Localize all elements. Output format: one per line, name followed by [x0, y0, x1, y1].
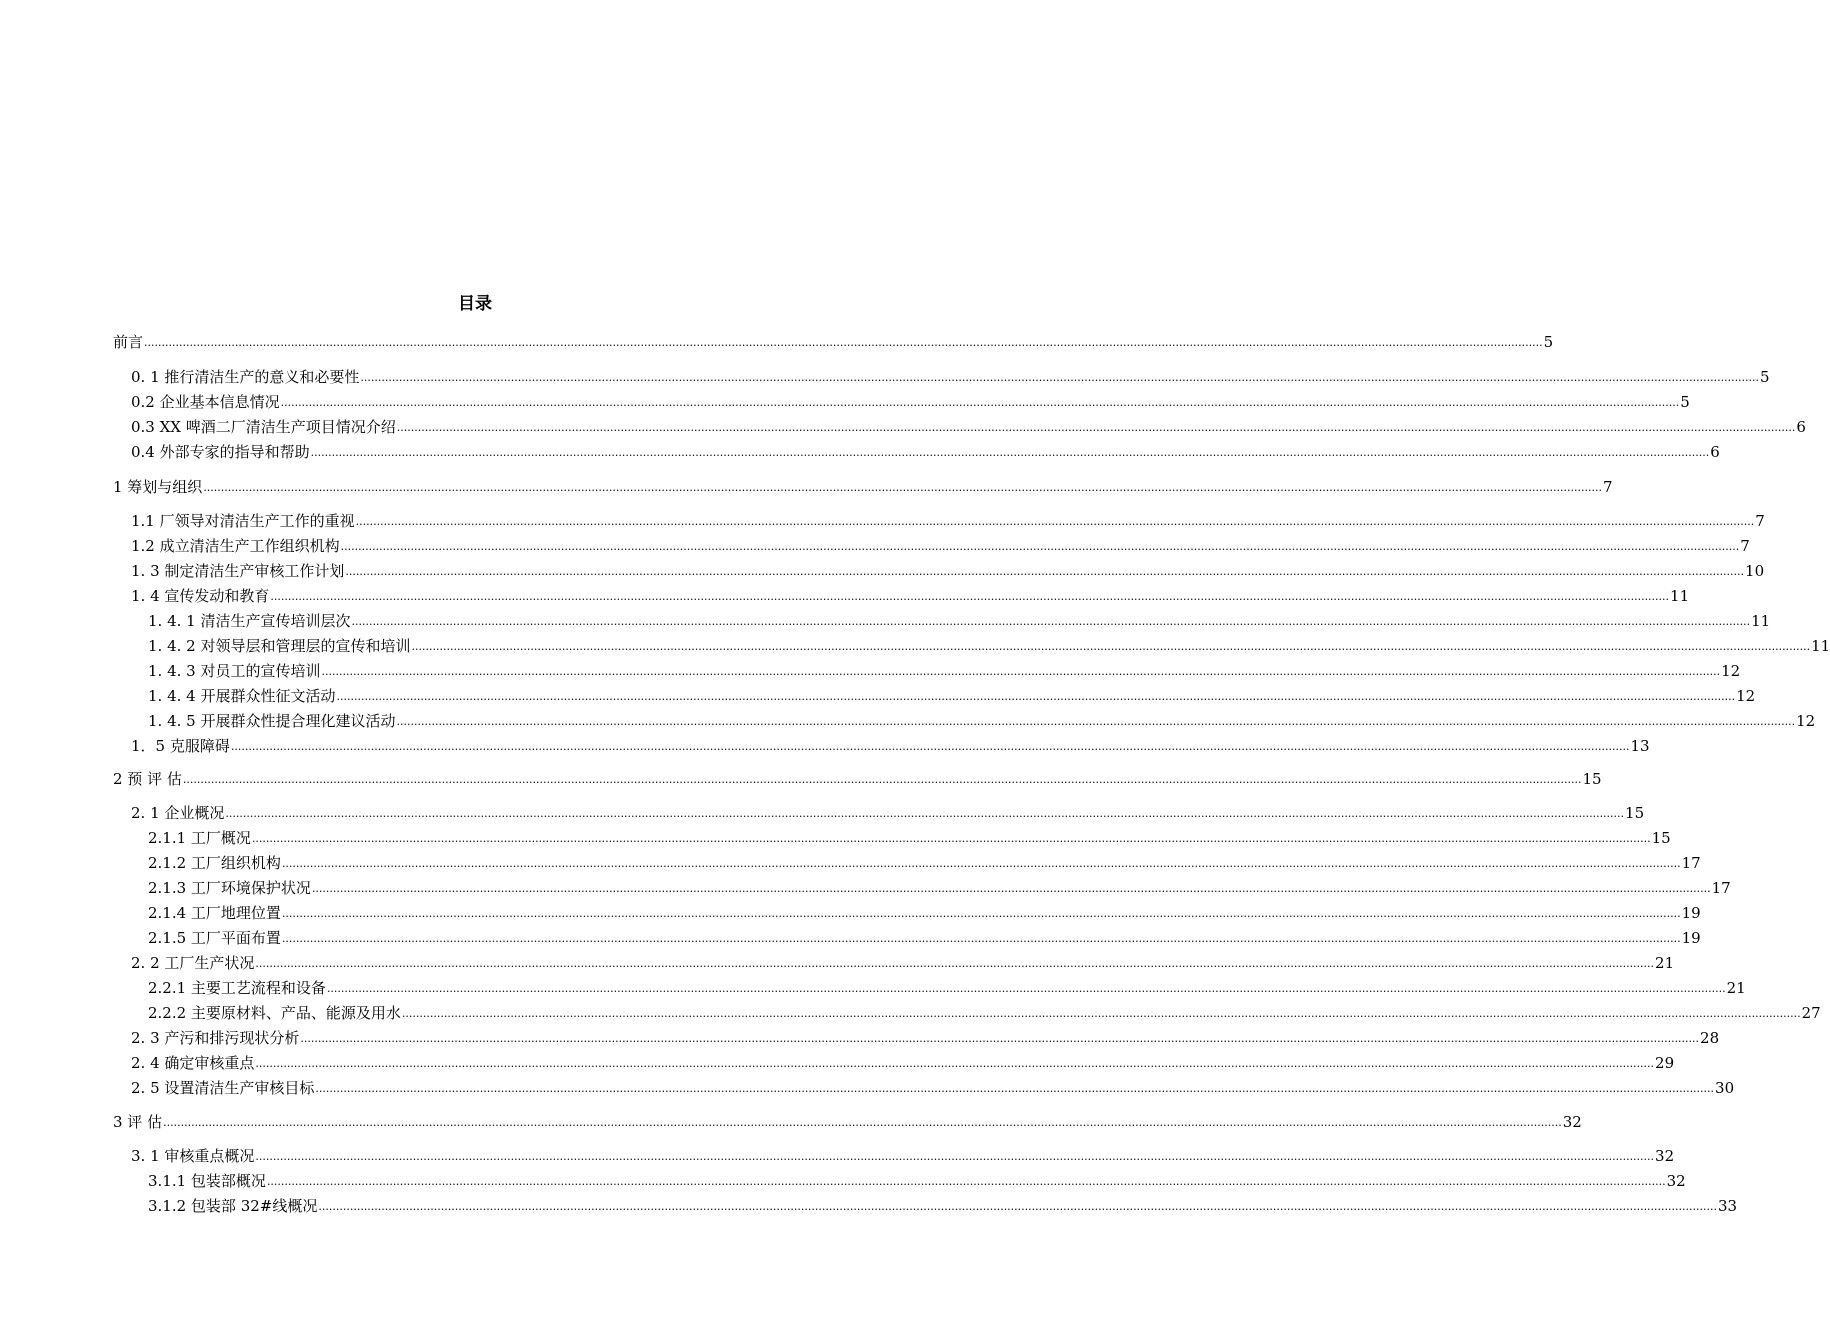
toc-entry[interactable] [148, 902, 1701, 924]
toc-entry-title: 3 评 估 [113, 1113, 163, 1131]
toc-entry-page-number: 7 [1740, 537, 1750, 555]
toc-entry-title: 1 筹划与组织 [113, 478, 203, 496]
toc-entry-title: 2.1.4 工厂地理位置 [148, 904, 281, 922]
toc-leader-dots: ................................................................................................................................................................................................................................................................................................................................................................................................................ [281, 857, 1681, 870]
toc-entry[interactable] [131, 366, 1770, 388]
toc-entry[interactable] [131, 585, 1690, 607]
toc-entry-page-number: 10 [1745, 562, 1765, 580]
toc-entry[interactable] [131, 535, 1750, 557]
toc-entry[interactable] [148, 660, 1741, 682]
toc-entry[interactable] [113, 476, 1613, 498]
toc-leader-dots: ................................................................................................................................................................................................................................................................................................................................................................................................................ [340, 540, 1740, 553]
toc-entry[interactable] [148, 1195, 1738, 1217]
toc-entry-title: 1.1 厂领导对清洁生产工作的重视 [131, 512, 355, 530]
toc-entry-page-number: 11 [1811, 637, 1830, 655]
toc-title: 目录 [458, 294, 492, 314]
toc-entry[interactable] [148, 1170, 1686, 1192]
toc-entry[interactable] [113, 1111, 1582, 1133]
toc-leader-dots: ................................................................................................................................................................................................................................................................................................................................................................................................................ [270, 590, 1670, 603]
toc-leader-dots: ................................................................................................................................................................................................................................................................................................................................................................................................................ [396, 421, 1796, 434]
toc-entry-title: 2.2.2 主要原材料、产品、能源及用水 [148, 1004, 401, 1022]
toc-entry-title: 2. 2 工厂生产状况 [131, 954, 255, 972]
toc-leader-dots: ................................................................................................................................................................................................................................................................................................................................................................................................................ [230, 740, 1630, 753]
toc-entry-page-number: 15 [1625, 804, 1645, 822]
toc-leader-dots: ................................................................................................................................................................................................................................................................................................................................................................................................................ [182, 773, 1582, 786]
toc-entry-page-number: 21 [1655, 954, 1675, 972]
toc-entry-title: 0.4 外部专家的指导和帮助 [131, 443, 310, 461]
toc-entry-page-number: 32 [1562, 1113, 1582, 1131]
toc-entry-page-number: 32 [1666, 1172, 1686, 1190]
toc-leader-dots: ................................................................................................................................................................................................................................................................................................................................................................................................................ [203, 481, 1602, 494]
toc-entry[interactable] [148, 710, 1816, 732]
toc-entry-page-number: 11 [1751, 612, 1771, 630]
toc-entry-title: 1. 4. 2 对领导层和管理层的宣传和培训 [148, 637, 411, 655]
toc-entry[interactable] [131, 391, 1690, 413]
toc-entry-page-number: 29 [1655, 1054, 1675, 1072]
toc-entry-page-number: 7 [1602, 478, 1613, 496]
toc-entry-page-number: 17 [1681, 854, 1701, 872]
toc-entry[interactable] [131, 1027, 1720, 1049]
toc-leader-dots: ................................................................................................................................................................................................................................................................................................................................................................................................................ [345, 565, 1745, 578]
toc-leader-dots: ................................................................................................................................................................................................................................................................................................................................................................................................................ [315, 1082, 1715, 1095]
toc-entry-page-number: 12 [1736, 687, 1756, 705]
toc-entry-title: 1. 4. 1 清洁生产宣传培训层次 [148, 612, 351, 630]
toc-entry[interactable] [148, 877, 1731, 899]
toc-entry[interactable] [148, 635, 1830, 657]
toc-leader-dots: ................................................................................................................................................................................................................................................................................................................................................................................................................ [281, 932, 1681, 945]
toc-leader-dots: ................................................................................................................................................................................................................................................................................................................................................................................................................ [336, 690, 1736, 703]
toc-entry-title: 1.2 成立清洁生产工作组织机构 [131, 537, 340, 555]
toc-entry-title: 3.1.2 包装部 32#线概况 [148, 1197, 318, 1215]
toc-entry[interactable] [148, 852, 1701, 874]
toc-leader-dots: ................................................................................................................................................................................................................................................................................................................................................................................................................ [255, 1150, 1655, 1163]
toc-entry-title: 0. 1 推行清洁生产的意义和必要性 [131, 368, 360, 386]
toc-entry-title: 3.1.1 包装部概况 [148, 1172, 266, 1190]
toc-entry[interactable] [148, 685, 1756, 707]
toc-entry-page-number: 12 [1796, 712, 1816, 730]
toc-entry-title: 2. 5 设置清洁生产审核目标 [131, 1079, 315, 1097]
toc-entry-title: 2. 3 产污和排污现状分析 [131, 1029, 300, 1047]
toc-entry-page-number: 19 [1681, 904, 1701, 922]
toc-entry-page-number: 15 [1582, 770, 1602, 788]
toc-leader-dots: ................................................................................................................................................................................................................................................................................................................................................................................................................ [225, 807, 1625, 820]
toc-entry-page-number: 5 [1543, 333, 1554, 351]
toc-entry-page-number: 12 [1721, 662, 1741, 680]
toc-entry[interactable] [148, 977, 1746, 999]
toc-entry[interactable] [148, 927, 1701, 949]
toc-leader-dots: ................................................................................................................................................................................................................................................................................................................................................................................................................ [255, 1057, 1655, 1070]
toc-entry-page-number: 17 [1711, 879, 1731, 897]
toc-entry[interactable] [113, 331, 1554, 353]
toc-entry-title: 0.3 XX 啤酒二厂清洁生产项目情况介绍 [131, 418, 396, 436]
toc-entry[interactable] [131, 510, 1765, 532]
toc-entry-title: 2.2.1 主要工艺流程和设备 [148, 979, 326, 997]
toc-entry[interactable] [131, 560, 1765, 582]
toc-leader-dots: ................................................................................................................................................................................................................................................................................................................................................................................................................ [255, 957, 1655, 970]
toc-entry-page-number: 30 [1715, 1079, 1735, 1097]
toc-entry-page-number: 33 [1718, 1197, 1738, 1215]
toc-entry-page-number: 21 [1726, 979, 1746, 997]
toc-entry[interactable] [148, 1002, 1821, 1024]
toc-leader-dots: ................................................................................................................................................................................................................................................................................................................................................................................................................ [311, 882, 1711, 895]
toc-leader-dots: ................................................................................................................................................................................................................................................................................................................................................................................................................ [163, 1116, 1562, 1129]
toc-entry-page-number: 15 [1651, 829, 1671, 847]
toc-entry-title: 1．5 克服障碍 [131, 737, 230, 755]
toc-entry-title: 2.1.5 工厂平面布置 [148, 929, 281, 947]
toc-entry-page-number: 32 [1655, 1147, 1675, 1165]
toc-leader-dots: ................................................................................................................................................................................................................................................................................................................................................................................................................ [281, 907, 1681, 920]
toc-entry[interactable] [148, 610, 1771, 632]
toc-leader-dots: ................................................................................................................................................................................................................................................................................................................................................................................................................ [251, 832, 1651, 845]
toc-entry-page-number: 5 [1760, 368, 1770, 386]
toc-leader-dots: ................................................................................................................................................................................................................................................................................................................................................................................................................ [144, 336, 1543, 349]
toc-leader-dots: ................................................................................................................................................................................................................................................................................................................................................................................................................ [396, 715, 1796, 728]
toc-entry[interactable] [148, 827, 1671, 849]
toc-entry[interactable] [113, 768, 1602, 790]
toc-entry-title: 2.1.2 工厂组织机构 [148, 854, 281, 872]
toc-entry-title: 3. 1 审核重点概况 [131, 1147, 255, 1165]
toc-entry-title: 2.1.3 工厂环境保护状况 [148, 879, 311, 897]
toc-entry-page-number: 7 [1755, 512, 1765, 530]
toc-leader-dots: ................................................................................................................................................................................................................................................................................................................................................................................................................ [326, 982, 1726, 995]
toc-leader-dots: ................................................................................................................................................................................................................................................................................................................................................................................................................ [310, 446, 1710, 459]
toc-entry-title: 2.1.1 工厂概况 [148, 829, 251, 847]
toc-leader-dots: ................................................................................................................................................................................................................................................................................................................................................................................................................ [360, 371, 1760, 384]
toc-leader-dots: ................................................................................................................................................................................................................................................................................................................................................................................................................ [300, 1032, 1700, 1045]
toc-entry-page-number: 28 [1700, 1029, 1720, 1047]
toc-leader-dots: ................................................................................................................................................................................................................................................................................................................................................................................................................ [318, 1200, 1717, 1213]
toc-leader-dots: ................................................................................................................................................................................................................................................................................................................................................................................................................ [351, 615, 1751, 628]
toc-entry-title: 2. 1 企业概况 [131, 804, 225, 822]
toc-leader-dots: ................................................................................................................................................................................................................................................................................................................................................................................................................ [266, 1175, 1666, 1188]
toc-entry[interactable] [131, 1052, 1675, 1074]
toc-entry-title: 1. 4. 3 对员工的宣传培训 [148, 662, 321, 680]
toc-entry-page-number: 27 [1801, 1004, 1821, 1022]
toc-entry-title: 2. 4 确定审核重点 [131, 1054, 255, 1072]
toc-entry[interactable] [131, 952, 1675, 974]
toc-entry[interactable] [131, 441, 1720, 463]
toc-leader-dots: ................................................................................................................................................................................................................................................................................................................................................................................................................ [411, 640, 1811, 653]
toc-leader-dots: ................................................................................................................................................................................................................................................................................................................................................................................................................ [355, 515, 1755, 528]
toc-entry-page-number: 13 [1630, 737, 1650, 755]
toc-entry[interactable] [131, 1145, 1675, 1167]
toc-entry-page-number: 6 [1796, 418, 1806, 436]
toc-entry[interactable] [131, 802, 1645, 824]
toc-entry[interactable] [131, 735, 1650, 757]
toc-entry-title: 0.2 企业基本信息情况 [131, 393, 280, 411]
toc-entry-page-number: 6 [1710, 443, 1720, 461]
toc-entry-title: 1. 3 制定清洁生产审核工作计划 [131, 562, 345, 580]
toc-entry-title: 2 预 评 估 [113, 770, 182, 788]
toc-entry-page-number: 19 [1681, 929, 1701, 947]
toc-entry-title: 1. 4. 4 开展群众性征文活动 [148, 687, 336, 705]
toc-leader-dots: ................................................................................................................................................................................................................................................................................................................................................................................................................ [280, 396, 1680, 409]
toc-entry[interactable] [131, 1077, 1735, 1099]
toc-leader-dots: ................................................................................................................................................................................................................................................................................................................................................................................................................ [321, 665, 1721, 678]
toc-entry[interactable] [131, 416, 1806, 438]
toc-entry-page-number: 5 [1680, 393, 1690, 411]
toc-entry-title: 1. 4. 5 开展群众性提合理化建议活动 [148, 712, 396, 730]
toc-leader-dots: ................................................................................................................................................................................................................................................................................................................................................................................................................ [401, 1007, 1801, 1020]
toc-entry-page-number: 11 [1670, 587, 1690, 605]
toc-entry-title: 1. 4 宣传发动和教育 [131, 587, 270, 605]
toc-entry-title: 前言 [113, 333, 144, 351]
